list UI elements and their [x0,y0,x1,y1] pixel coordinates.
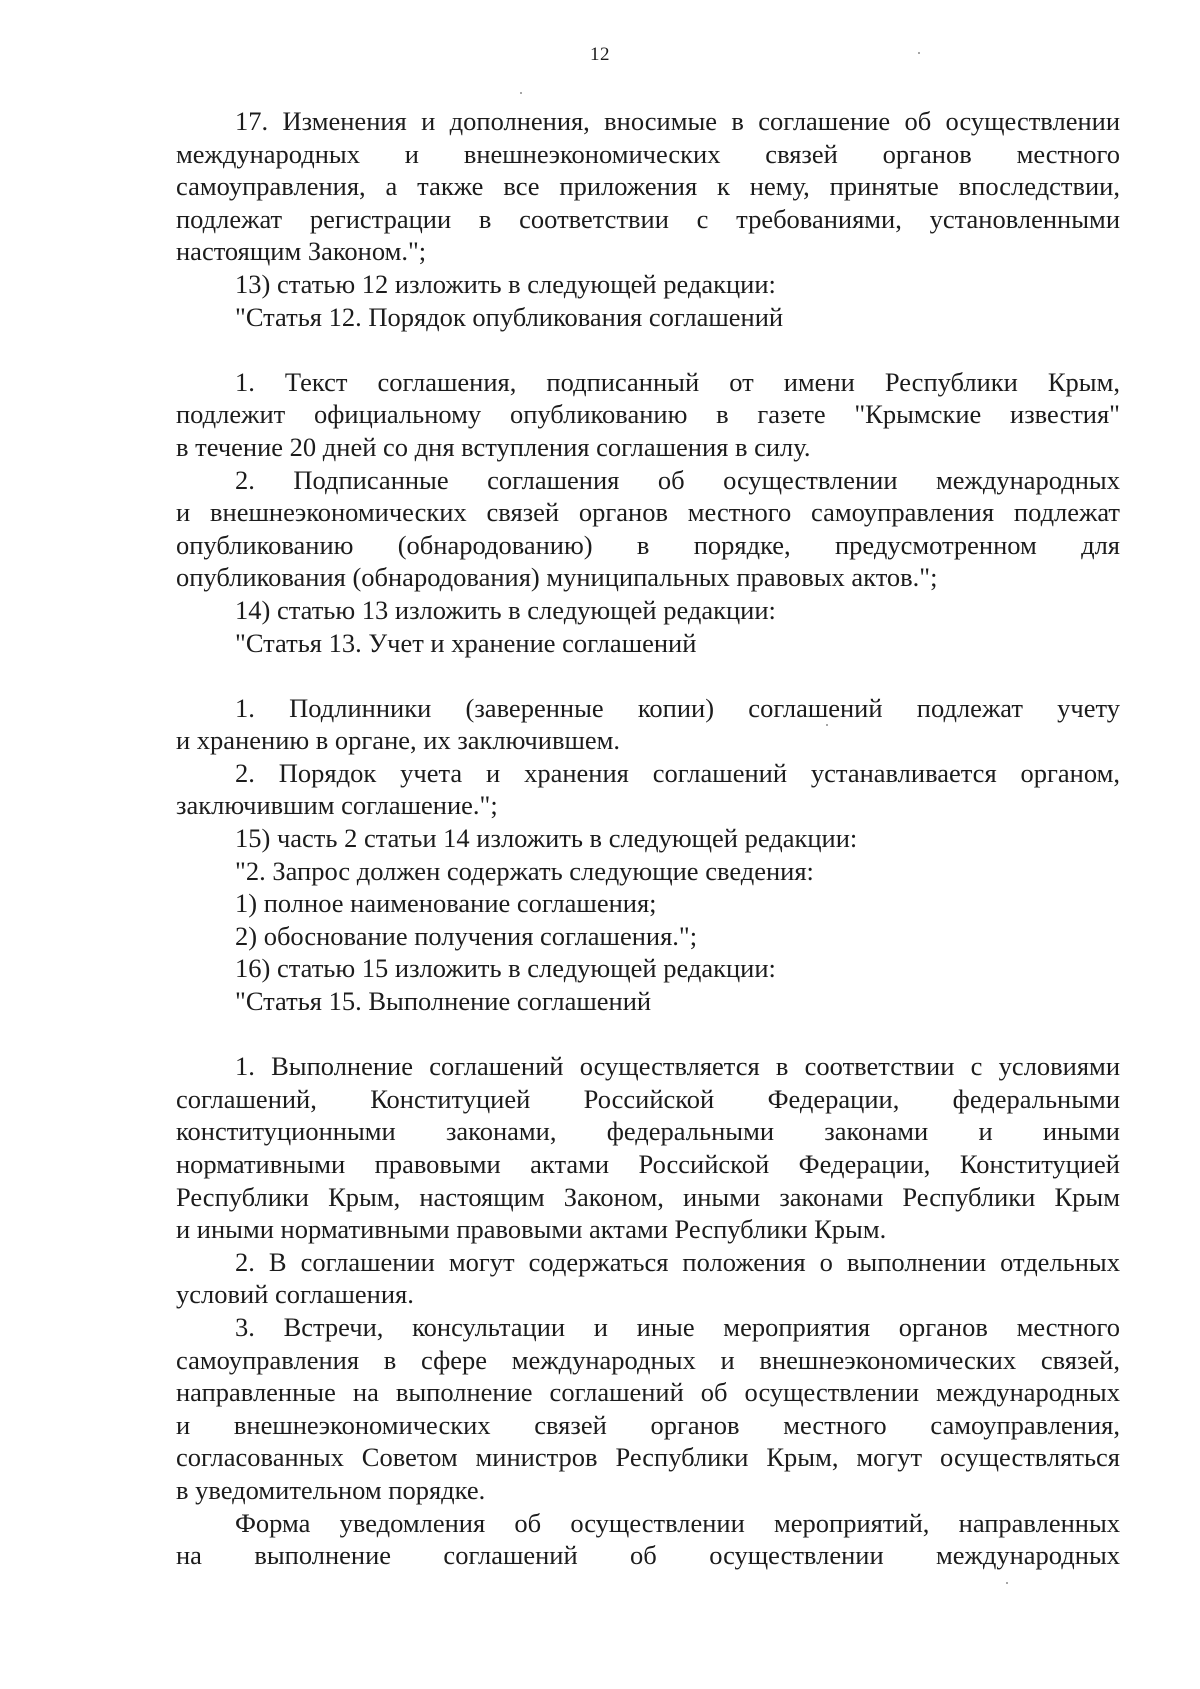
text-line: направленные на выполнение соглашений об осуществлении международных [176,1377,1120,1408]
document-body [176,105,1120,1572]
text-line: подлежит официальному опубликованию в газете "Крымские известия" [176,399,1120,430]
text-line: настоящим Законом."; [176,236,427,267]
text-line: 2) обоснование получения соглашения."; [235,920,698,951]
text-line: 14) статью 13 изложить в следующей редакции: [235,594,776,625]
text-line: 16) статью 15 изложить в следующей редакции: [235,953,776,984]
text-line: в течение 20 дней со дня вступления соглашения в силу. [176,431,811,462]
text-line: 17. Изменения и дополнения, вносимые в соглашение об осуществлении [235,106,1120,136]
text-line: и внешнеэкономических связей органов местного самоуправления подлежат [176,497,1120,528]
text-line: 3. Встречи, консультации и иные мероприятия органов местного [235,1311,1120,1342]
text-line: самоуправления в сфере международных и внешнеэкономических связей, [176,1344,1120,1375]
text-line: "2. Запрос должен содержать следующие сведения: [235,855,814,886]
text-line: опубликования (обнародования) муниципальных правовых актов."; [176,562,938,593]
blank-line [176,333,1120,366]
text-line: 1. Подлинники (заверенные копии) соглашений подлежат учету [235,692,1120,723]
text-line: конституционными законами, федеральными законами и иными [176,1116,1120,1147]
text-line: и иными нормативными правовыми актами Республики Крым. [176,1214,887,1245]
scan-speck [520,92,522,94]
text-line: условий соглашения. [176,1279,414,1310]
article-heading: "Статья 15. Выполнение соглашений [235,986,652,1017]
page-number: 12 [590,44,610,65]
scan-speck [826,724,828,726]
text-line: самоуправления, а также все приложения к нему, принятые впоследствии, [176,171,1120,202]
text-line: 15) часть 2 статьи 14 изложить в следующей редакции: [235,823,858,854]
scan-speck [918,52,920,54]
text-line: на выполнение соглашений об осуществлении международных [176,1540,1120,1571]
text-line: нормативными правовыми актами Российской Федерации, Конституцией [176,1149,1120,1179]
text-line: 13) статью 12 изложить в следующей редакции: [235,268,776,299]
text-line: Республики Крым, настоящим Законом, иными законами Республики Крым [176,1181,1120,1212]
text-line: в уведомительном порядке. [176,1474,486,1505]
text-line: и внешнеэкономических связей органов местного самоуправления, [176,1409,1120,1440]
text-line: заключившим соглашение."; [176,790,498,821]
text-line: 1) полное наименование соглашения; [235,888,657,919]
blank-line [176,659,1120,692]
text-line: 2. Подписанные соглашения об осуществлении международных [235,464,1120,495]
text-line: опубликованию (обнародованию) в порядке, предусмотренном для [176,529,1120,560]
text-line: 2. В соглашении могут содержаться положения о выполнении отдельных [235,1246,1120,1277]
text-line: и хранению в органе, их заключившем. [176,725,621,756]
article-heading: "Статья 12. Порядок опубликования соглашений [235,301,784,332]
text-line: 1. Выполнение соглашений осуществляется в соответствии с условиями [235,1051,1120,1082]
text-line: соглашений, Конституцией Российской Федерации, федеральными [176,1083,1120,1114]
text-line: согласованных Советом министров Республики Крым, могут осуществляться [176,1442,1120,1473]
text-line: 2. Порядок учета и хранения соглашений устанавливается органом, [235,757,1120,788]
scan-speck [1006,1582,1008,1584]
text-line: Форма уведомления об осуществлении мероприятий, направленных [235,1507,1120,1538]
article-heading: "Статья 13. Учет и хранение соглашений [235,627,697,658]
text-line: 1. Текст соглашения, подписанный от имени Республики Крым, [235,366,1120,397]
text-line: международных и внешнеэкономических связей органов местного [176,138,1120,169]
text-line: подлежат регистрации в соответствии с требованиями, установленными [176,203,1120,234]
blank-line [176,1018,1120,1051]
